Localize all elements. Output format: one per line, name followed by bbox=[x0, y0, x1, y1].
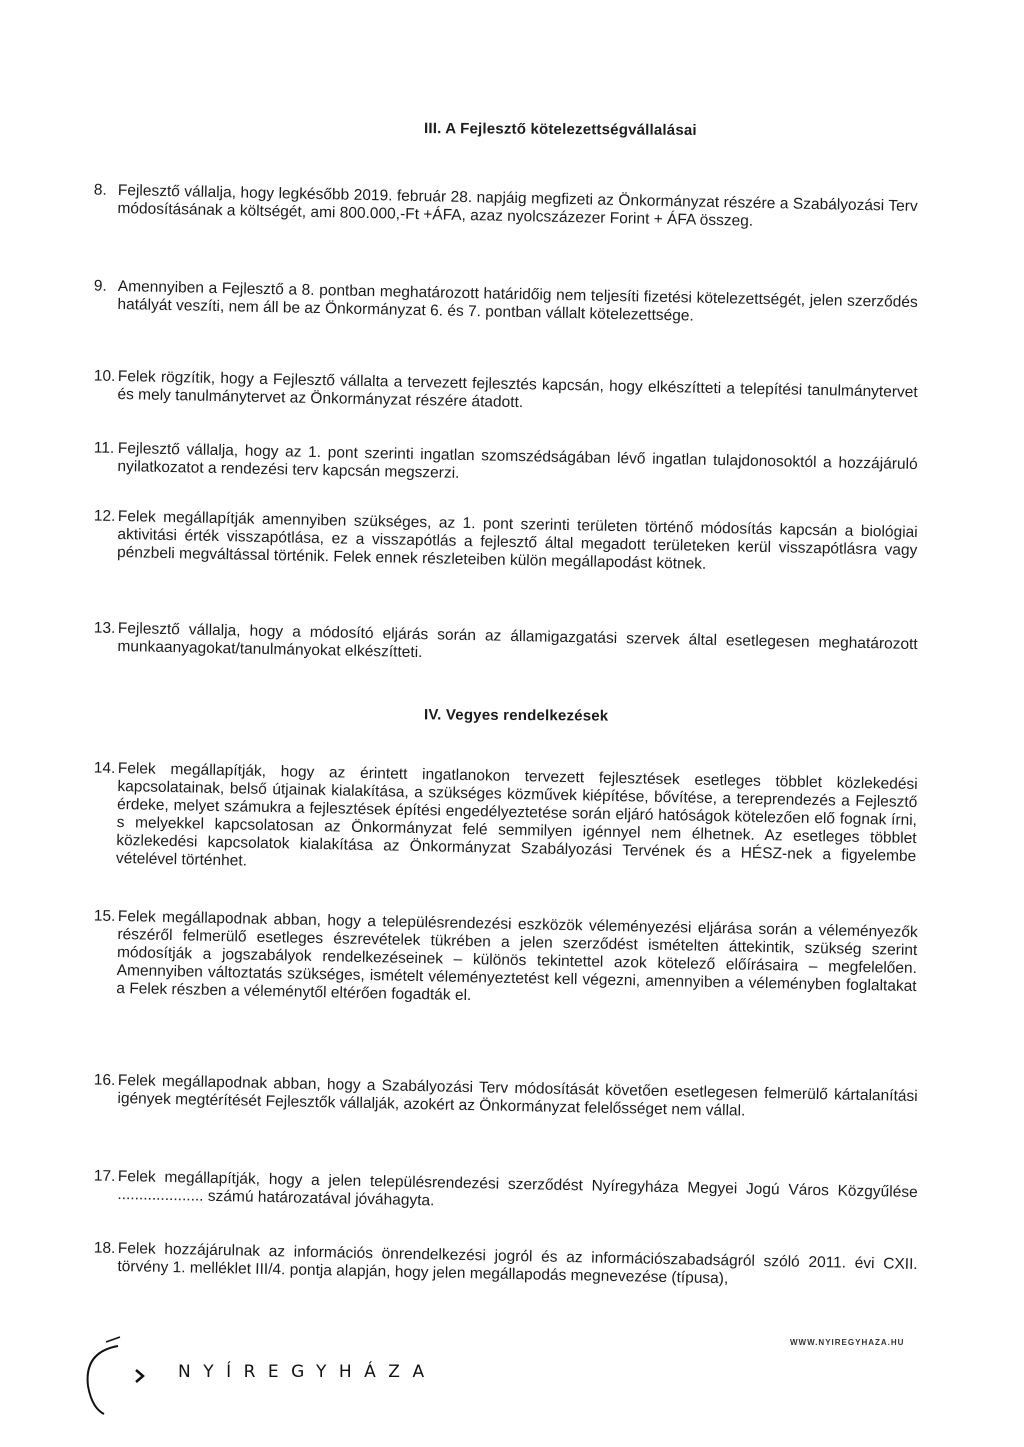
item-text: Felek megállapítják amennyiben szükséges, az 1. pont szerinti területen történő módosítás kapcsán a biológiai aktivitási érték visszapótlása, ez a visszapótlás a fejlesztő által megadott területeken kerül visszapótlásra vagy pénzbeli megváltással történik. Felek ennek részleteiben külön megállapodást kötnek. bbox=[116, 508, 918, 573]
item-text: Felek megállapodnak abban, hogy a Szabályozási Terv módosítását követően esetlegesen felmerülő kártalanítási igények megtérítését Fejlesztők vállalják, azokért az Önkormányzat felelősséget nem vállal. bbox=[117, 1072, 918, 1120]
list-item bbox=[93, 1071, 918, 1124]
item-text: Amennyiben a Fejlesztő a 8. pontban meghatározott határidőig nem teljesíti fizetési kötelezettségét, jelen szerződés hatályát veszíti, nem áll be az Önkormányzat 6. és 7. pontban vállalt kötelezettsége. bbox=[117, 278, 918, 325]
list-item bbox=[93, 367, 918, 420]
list-item bbox=[93, 181, 918, 234]
item-number: 18. bbox=[93, 1239, 116, 1257]
item-text: Felek megállapítják, hogy a jelen településrendezési szerződést Nyíregyháza Megyei Jogú Város Közgyűlése .................... számú határozatával jóváhagyta. bbox=[117, 1168, 918, 1210]
footer-website: WWW.NYIREGYHAZA.HU bbox=[790, 1338, 905, 1347]
section-heading-4: IV. Vegyes rendelkezések bbox=[423, 706, 609, 725]
list-item bbox=[93, 619, 918, 672]
item-text: Felek megállapítják, hogy az érintett ingatlanokon tervezett fejlesztések esetleges többlet közlekedési kapcsolatainak, belső útjainak kialakítása, a szükséges közművek kiépítése, bővítése, a tereprendezés a Fejlesztő érdeke, melyet számukra a fejlesztések építési engedélyeztetése során eljáró hatóságok kötelezően elő fognak írni, s melyekkel kapcsolatosan az Önkormányzat felé semmilyen igénnyel nem élhetnek. Az esetleges többlet közlekedési kapcsolatok kialakítása az Önkormányzat Szabályozási Tervének és a HÉSZ-nek a figyelembe vételével történhet. bbox=[115, 760, 918, 870]
footer-city-name: NYÍREGYHÁZA bbox=[178, 1362, 437, 1382]
item-text: Fejlesztő vállalja, hogy legkésőbb 2019. február 28. napjáig megfizeti az Önkormányzat részére a Szabályozási Terv módosításának a költségét, ami 800.000,-Ft +ÁFA, azaz nyolcszázezer Forint + ÁFA összeg. bbox=[117, 182, 918, 230]
item-number: 14. bbox=[93, 759, 116, 777]
list-item bbox=[93, 439, 918, 492]
list-item bbox=[93, 759, 918, 884]
item-number: 13. bbox=[93, 619, 116, 637]
item-number: 10. bbox=[93, 367, 116, 385]
item-number: 12. bbox=[93, 507, 116, 525]
item-number: 15. bbox=[93, 907, 116, 925]
list-item bbox=[93, 907, 918, 1014]
list-item bbox=[93, 507, 918, 578]
list-item bbox=[93, 277, 918, 330]
item-number: 9. bbox=[93, 277, 107, 295]
list-item bbox=[93, 1239, 918, 1292]
item-number: 11. bbox=[93, 439, 115, 457]
item-text: Fejlesztő vállalja, hogy az 1. pont szerinti ingatlan szomszédságában lévő ingatlan tulajdonosoktól a hozzájáruló nyilatkozatot a rendezési terv kapcsán megszerzi. bbox=[117, 440, 918, 482]
section-heading-3: III. A Fejlesztő kötelezettségvállalásai bbox=[423, 120, 697, 139]
list-item bbox=[93, 1167, 918, 1220]
item-text: Felek rögzítik, hogy a Fejlesztő vállalta a tervezett fejlesztés kapcsán, hogy elkészítteti a telepítési tanulmánytervet és mely tanulmánytervet az Önkormányzat részére átadott. bbox=[117, 368, 918, 412]
item-number: 16. bbox=[93, 1071, 116, 1089]
item-text: Fejlesztő vállalja, hogy a módosító eljárás során az államigazgatási szervek által esetlegesen meghatározott munkaanyagokat/tanulmányokat elkészítteti. bbox=[117, 620, 918, 662]
item-text: Felek megállapodnak abban, hogy a településrendezési eszközök véleményezési eljárása során a véleményezők részéről felmerülő esetleges észrevételek tükrében a jelen szerződést ismételten áttekintik, szükség szerint módosítják a jogszabályok rendelkezéseinek – különös tekintettel azok kötelező előírásaira – megfelelően. Amennyiben változtatás szükséges, ismételt véleményeztetést kell végezni, amennyiben a véleményben foglaltakat a Felek részben a véleménytől eltérően fogadták el. bbox=[116, 908, 918, 1005]
item-text: Felek hozzájárulnak az információs önrendelkezési jogról és az információszabadságról szóló 2011. évi CXII. törvény 1. melléklet III/4. pontja alapján, hogy jelen megállapodás megnevezése (típusa), bbox=[117, 1240, 918, 1288]
item-number: 8. bbox=[93, 181, 107, 199]
item-number: 17. bbox=[93, 1167, 116, 1185]
